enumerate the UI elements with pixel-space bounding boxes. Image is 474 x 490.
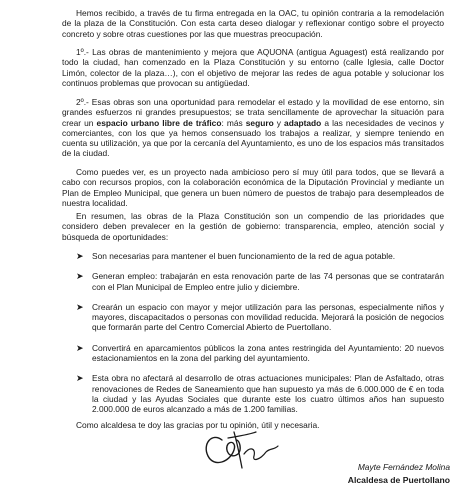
paragraph-point-2-text-e: y [273,117,285,128]
signatory-title: Alcaldesa de Puertollano [347,475,450,485]
list-item [76,251,444,261]
paragraph-point-1: 1º.- Las obras de mantenimiento y mejora que AQUONA (antigua Aguagest) está realizando por todo la ciudad, han comenzado en la Plaza Constitución y su entorno (calle Iglesia, calle Doctor Limón, colector de la plaza…), con el objetivo de mejorar las redes de agua potable y solucionar los continuos problemas que provocan su antigüedad. [62,47,444,88]
list-item [76,343,444,364]
signatory-name: Mayte Fernández Molina [357,462,450,472]
list-item-text: Esta obra no afectará al desarrollo de otras actuaciones municipales: Plan de Asfaltado, otras renovaciones de Redes de Saneamiento que han supuesto ya más de 6.000.000 de € en toda la ciudad y las Ayudas Sociales que durante este los cuatro últimos años han supuesto 2.000.000 de euros alcanzado a más de 1.200 familias. [92,373,444,415]
paragraph-project: Como puedes ver, es un proyecto nada ambicioso pero sí muy útil para todos, que se llevará a cabo con recursos propios, con la colaboración económica de la Diputación Provincial y mediante un Plan de Empleo Municipal, que genera un buen número de puestos de trabajo para desempleados de nuestra localidad. [62,167,444,208]
paragraph-intro: Hemos recibido, a través de tu firma entregada en la OAC, tu opinión contraria a la remodelación de la plaza de la Constitución. Con esta carta deseo dialogar y reflexionar contigo sobre el proyecto concreto y sobre otras cuestiones por las que muestras preocupación. [62,8,444,39]
paragraph-point-2-emph-adapted: adaptado [284,117,322,128]
arrow-bullet-icon: ➤ [76,373,84,384]
closing-line: Como alcaldesa te doy las gracias por tu opinión, útil y necesaria. [76,420,320,430]
paragraph-point-2-emph-space: espacio urbano libre de tráfico [96,117,222,128]
paragraph-point-2-text-a: 2º.- Esas obras son una oportunidad para remodelar el estado y la movilidad de ese entorno, sin grandes esfuerzos ni grandes presupuestos; se trata sencillamente de aprovechar la situación para crear un [62,97,444,128]
arrow-bullet-icon: ➤ [76,271,84,282]
list-item [76,302,444,333]
arrow-bullet-icon: ➤ [76,342,84,353]
handwritten-signature [194,410,284,474]
paragraph-point-2-text-c: : más [221,117,246,128]
paragraph-point-2-text-g: a las necesidades de vecinos y comerciantes, con los que ya hemos consensuado los trabajos a realizar, y siempre teniendo en cuenta su utilización, ya que por la cercanía del Ayuntamiento, es uno de los espacios más transitados de la ciudad. [62,117,444,159]
priorities-list [76,251,444,415]
list-item-text: Crearán un espacio con mayor y mejor utilización para las personas, especialmente niños y mayores, discapacitados o personas con movilidad reducida. Mejorará la posición de negocios que formarán parte del Centro Comercial Abierto de Puertollano. [92,301,444,333]
paragraph-point-2-emph-safe: seguro [245,117,274,128]
list-item [76,373,444,414]
paragraph-summary: En resumen, las obras de la Plaza Constitución son un compendio de las prioridades que considero deben prevalecer en la gestión de gobierno: transparencia, empleo, atención social y búsqueda de oportunidades: [62,211,444,242]
list-item-text: Convertirá en aparcamientos públicos la zona antes restringida del Ayuntamiento: 20 nuevos estacionamientos en la zona del parking del ayuntamiento. [92,342,444,364]
list-item-text: Generan empleo: trabajarán en esta renovación parte de las 74 personas que se contratarán con el Plan Municipal de Empleo entre julio y diciembre. [92,271,444,292]
list-item [76,271,444,292]
paragraph-point-2 [62,97,444,159]
arrow-bullet-icon: ➤ [76,301,84,312]
list-item-text: Son necesarias para mantener el buen funcionamiento de la red de agua potable. [92,251,396,261]
arrow-bullet-icon: ➤ [76,251,84,261]
